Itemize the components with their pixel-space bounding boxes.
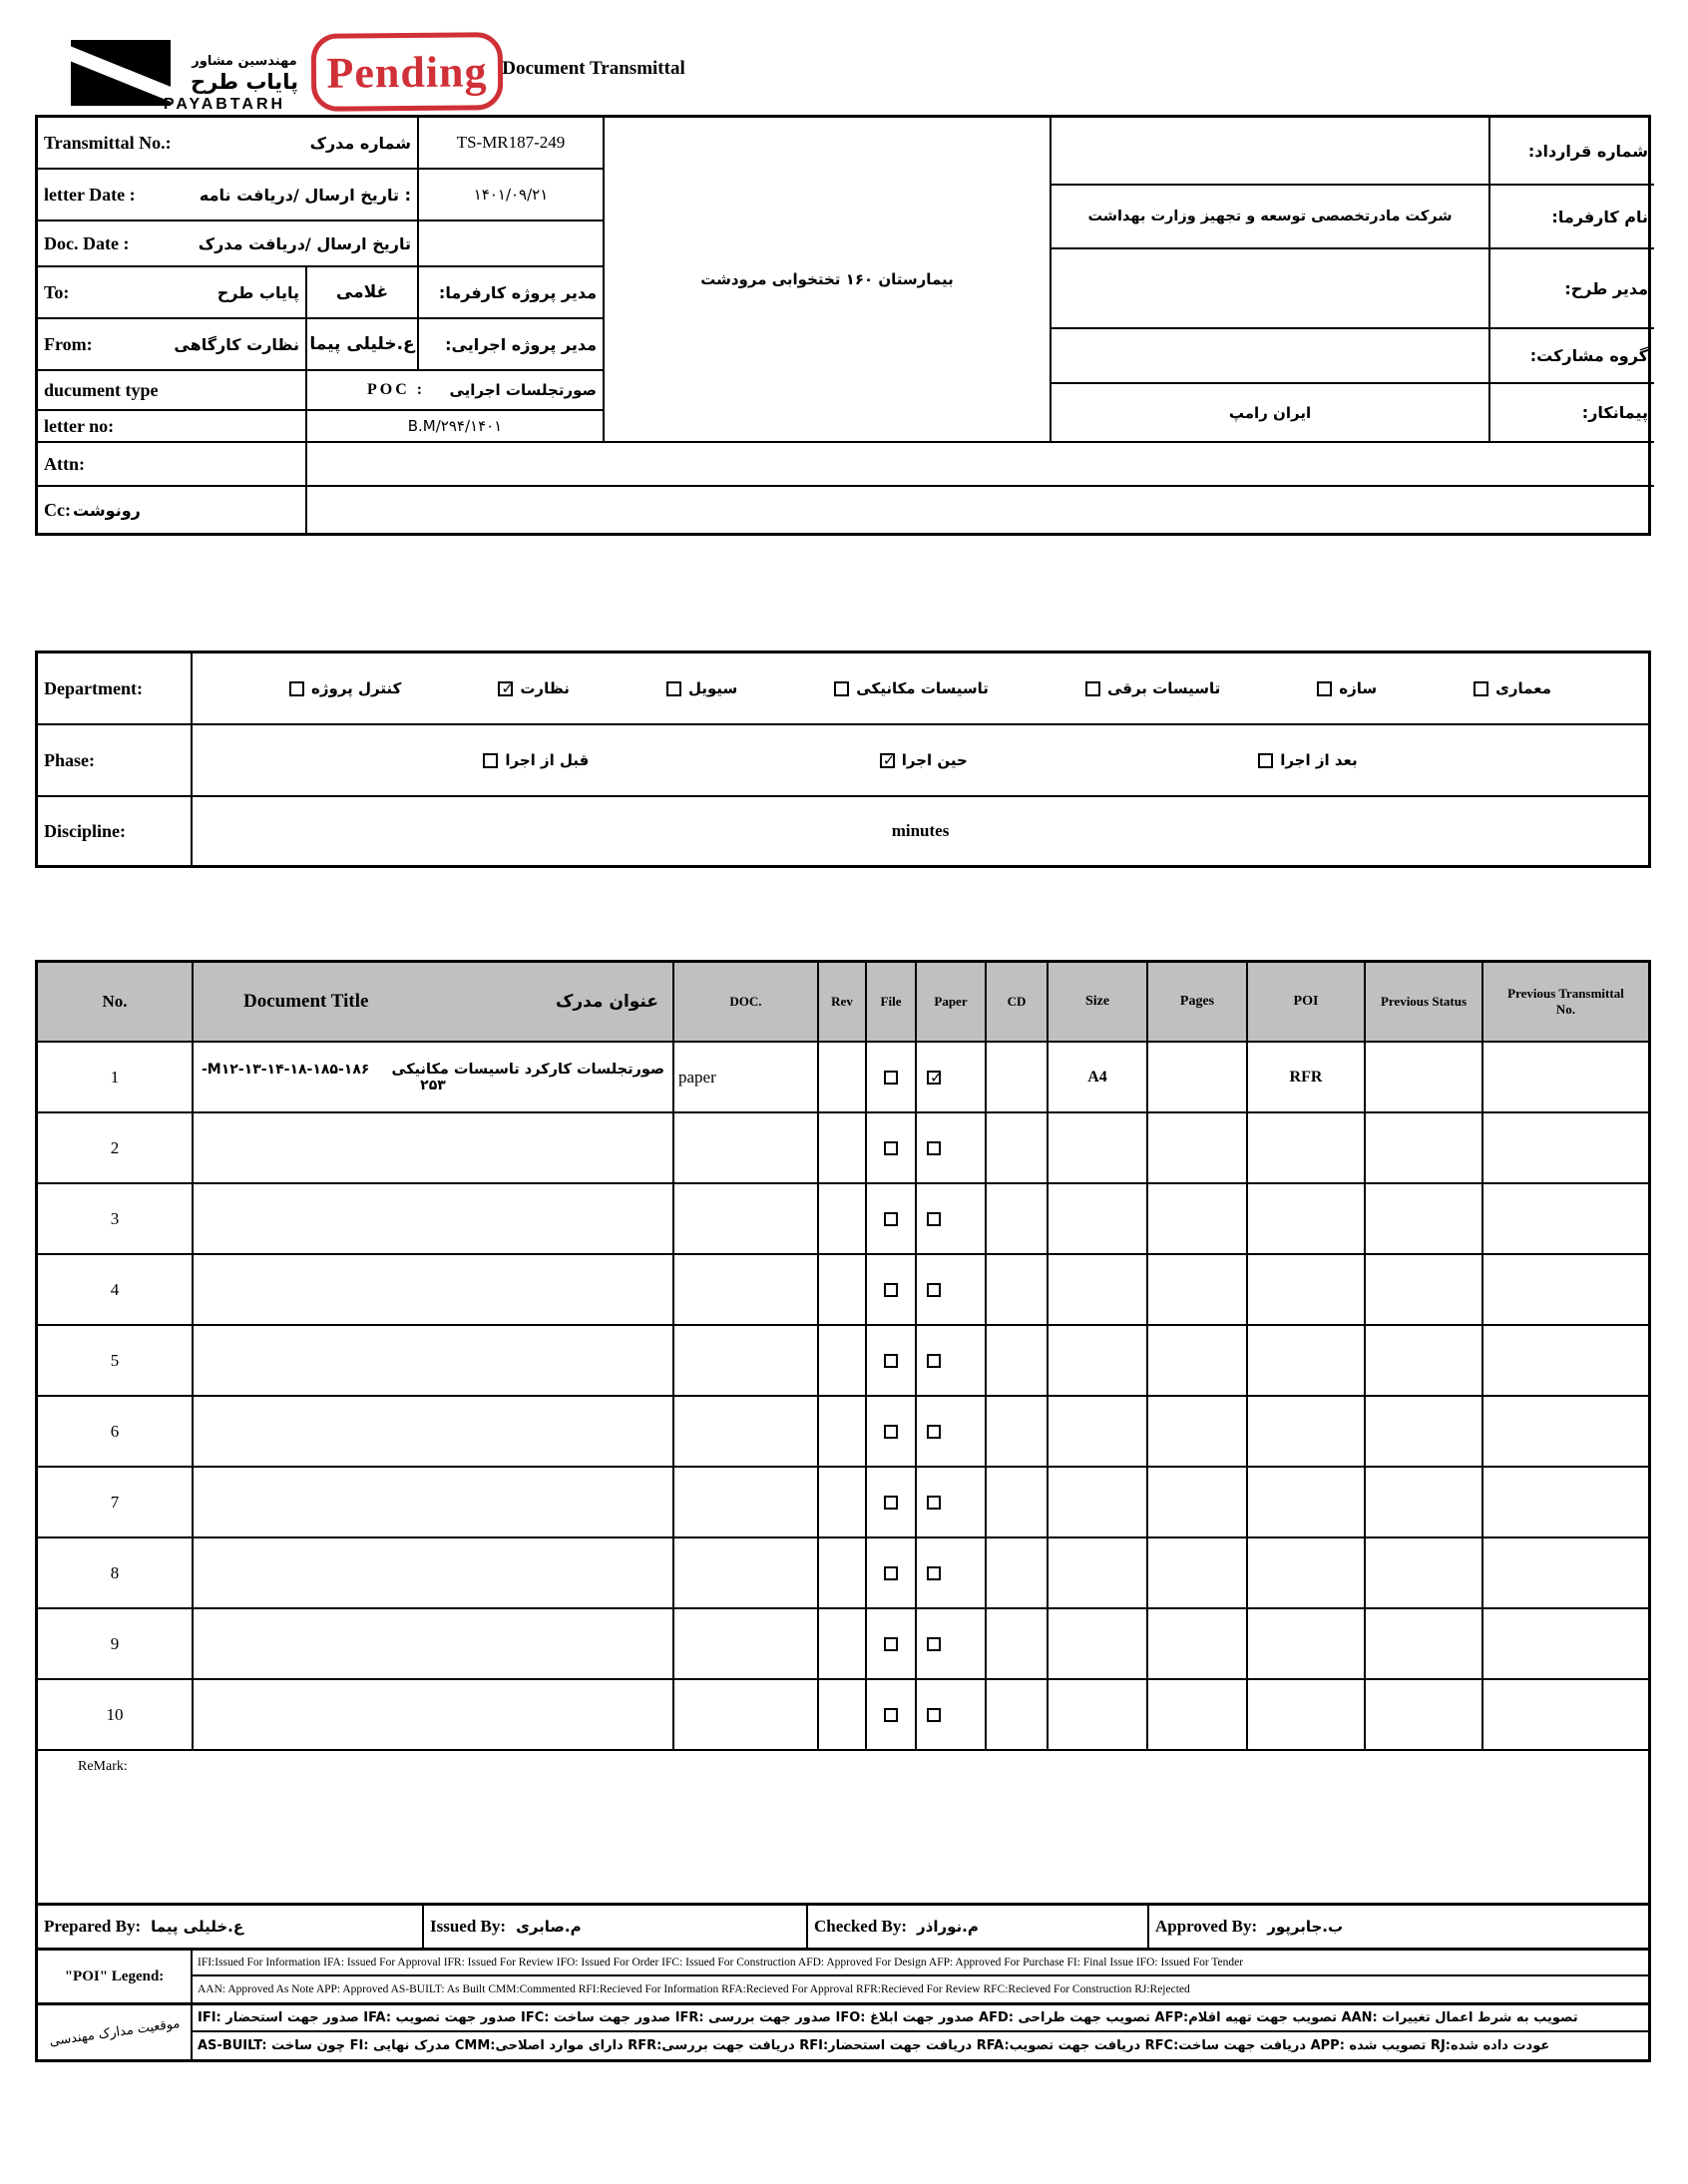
- header-rev: Rev: [819, 963, 867, 1043]
- cell-file: [867, 1326, 917, 1397]
- prepared-by-label: Prepared By:: [44, 1917, 142, 1936]
- file-checkbox[interactable]: [884, 1566, 898, 1580]
- cell-prev-transmittal: [1483, 1468, 1648, 1538]
- cell-no: 2: [38, 1113, 194, 1184]
- approved-by-value: ب.جابرپور: [1267, 1918, 1344, 1936]
- cell-file: [867, 1609, 917, 1680]
- cell-file: [867, 1043, 917, 1113]
- poi-legend-en: [35, 1948, 1651, 2005]
- from-label: From:: [44, 333, 93, 354]
- logo-company-name: PAYABTARH: [163, 96, 286, 113]
- contractor-label: پیمانکار:: [1488, 384, 1654, 443]
- cell-prev-transmittal: [1483, 1043, 1648, 1113]
- cell-size: [1049, 1609, 1148, 1680]
- checkbox-item-control-prozhe: [289, 679, 401, 697]
- approved-by-cell: [1149, 1906, 1648, 1948]
- checkbox-label: بعد از اجرا: [1280, 751, 1358, 769]
- contractor-value: ایران رامپ: [1052, 384, 1488, 443]
- checkbox-item-tasisat-barghi: [1085, 679, 1220, 697]
- letter-no-value: B.M/۲۹۴/۱۴۰۱: [307, 411, 605, 443]
- cc-label-cell: [38, 487, 307, 533]
- doc-date-value: [419, 221, 605, 267]
- checkbox-label: کنترل پروژه: [311, 679, 402, 697]
- cell-prev-transmittal: [1483, 1184, 1648, 1255]
- cell-rev: [819, 1326, 867, 1397]
- cell-title: [194, 1255, 674, 1326]
- paper-checkbox[interactable]: [927, 1708, 941, 1722]
- cell-size: A4: [1049, 1043, 1148, 1113]
- file-checkbox[interactable]: [884, 1283, 898, 1297]
- memari-checkbox[interactable]: [1474, 681, 1488, 696]
- cell-prev-status: [1366, 1680, 1483, 1751]
- doc-date-label-en: Doc. Date :: [44, 232, 130, 253]
- table-row: [38, 1184, 1648, 1255]
- cell-size: [1049, 1538, 1148, 1609]
- cell-title: [194, 1113, 674, 1184]
- table-row: [38, 1043, 1648, 1113]
- cell-file: [867, 1680, 917, 1751]
- cell-doc: [674, 1468, 819, 1538]
- letter-no-label: letter no:: [38, 411, 307, 443]
- cell-poi: [1248, 1255, 1366, 1326]
- checkbox-label: تاسیسات مکانیکی: [856, 679, 989, 697]
- cc-value: [307, 487, 1654, 533]
- cell-title: [194, 1184, 674, 1255]
- from-value: نظارت کارگاهی: [174, 334, 299, 354]
- paper-checkbox[interactable]: [927, 1425, 941, 1439]
- cell-no: 6: [38, 1397, 194, 1468]
- cell-size: [1049, 1326, 1148, 1397]
- cell-prev-status: [1366, 1326, 1483, 1397]
- header-title: [194, 963, 674, 1043]
- cell-cd: [987, 1184, 1049, 1255]
- cell-rev: [819, 1184, 867, 1255]
- cell-poi: [1248, 1113, 1366, 1184]
- letter-date-label-fa: تاریخ ارسال /دریافت نامه :: [199, 185, 411, 205]
- poi-legend-fa-label-text: موقعیت مدارک مهندسی: [48, 2015, 181, 2049]
- from-cell: [38, 319, 307, 371]
- header-paper: Paper: [917, 963, 987, 1043]
- cell-cd: [987, 1255, 1049, 1326]
- paper-checkbox[interactable]: [927, 1637, 941, 1651]
- client-name-label: نام کارفرما:: [1488, 186, 1654, 249]
- hin-ejra-checkbox[interactable]: [880, 753, 895, 768]
- cell-size: [1049, 1680, 1148, 1751]
- cell-poi: [1248, 1184, 1366, 1255]
- cell-size: [1049, 1255, 1148, 1326]
- cell-prev-transmittal: [1483, 1680, 1648, 1751]
- approved-by-label: Approved By:: [1155, 1917, 1258, 1936]
- table-row: [38, 1326, 1648, 1397]
- document-table-header: [38, 963, 1648, 1043]
- cell-rev: [819, 1043, 867, 1113]
- file-checkbox[interactable]: [884, 1354, 898, 1368]
- cell-rev: [819, 1397, 867, 1468]
- document-list-table: [35, 960, 1651, 1906]
- issued-by-value: م.صابری: [516, 1918, 582, 1936]
- checkbox-label: قبل از اجرا: [505, 751, 590, 769]
- cell-title: [194, 1680, 674, 1751]
- doc-type-code: POC :: [367, 381, 426, 398]
- cell-cd: [987, 1609, 1049, 1680]
- issued-by-label: Issued By:: [430, 1917, 507, 1936]
- prepared-by-value: ع.خلیلی پیما: [151, 1918, 244, 1936]
- cell-poi: [1248, 1609, 1366, 1680]
- cell-prev-status: [1366, 1184, 1483, 1255]
- cell-paper: [917, 1043, 987, 1113]
- checkbox-label: حین اجرا: [901, 751, 968, 769]
- cell-poi: [1248, 1397, 1366, 1468]
- checkbox-item-nezarat: [498, 679, 570, 697]
- cell-prev-status: [1366, 1538, 1483, 1609]
- cell-poi: [1248, 1680, 1366, 1751]
- file-checkbox[interactable]: [884, 1496, 898, 1510]
- checkbox-item-saze: [1317, 679, 1377, 697]
- transmittal-right-pane: [1052, 118, 1654, 443]
- cell-prev-transmittal: [1483, 1326, 1648, 1397]
- table-row: [38, 1609, 1648, 1680]
- cell-no: 7: [38, 1468, 194, 1538]
- paper-checkbox[interactable]: [927, 1071, 941, 1085]
- file-checkbox[interactable]: [884, 1141, 898, 1155]
- doc-type-label: ducument type: [38, 371, 307, 411]
- cell-pages: [1148, 1680, 1248, 1751]
- checkbox-item-tasisat-mekaniki: [834, 679, 989, 697]
- letter-date-label-cell: [38, 170, 419, 221]
- poi-legend-fa-line2: AS-BUILT: چون ساخت FI: مدرک نهایی CMM:دارای موارد اصلاحی RFR:دریافت جهت بررسی RFI:دریافت جهت استحضار RFA:دریافت جهت تصویب RFC:دریافت جهت ساخت APP: تصویب شده RJ:عودت داده شده: [198, 2038, 1550, 2053]
- cell-prev-transmittal: [1483, 1397, 1648, 1468]
- pending-stamp: Pending: [311, 32, 504, 112]
- transmittal-no-value: TS-MR187-249: [419, 118, 605, 170]
- page-title: Document Transmittal: [502, 58, 685, 79]
- cell-cd: [987, 1680, 1049, 1751]
- cell-pages: [1148, 1326, 1248, 1397]
- file-checkbox[interactable]: [884, 1637, 898, 1651]
- cell-pages: [1148, 1113, 1248, 1184]
- civil-checkbox[interactable]: [666, 681, 681, 696]
- control-prozhe-checkbox[interactable]: [289, 681, 304, 696]
- cell-pages: [1148, 1184, 1248, 1255]
- cell-cd: [987, 1468, 1049, 1538]
- paper-checkbox[interactable]: [927, 1283, 941, 1297]
- cell-prev-status: [1366, 1043, 1483, 1113]
- header-size: Size: [1049, 963, 1148, 1043]
- transmittal-left-pane: [38, 118, 605, 443]
- cell-poi: [1248, 1538, 1366, 1609]
- ghabl-az-ejra-checkbox[interactable]: [483, 753, 498, 768]
- cell-no: 4: [38, 1255, 194, 1326]
- letter-date-label-en: letter Date :: [44, 184, 136, 205]
- to-person: غلامی: [307, 267, 419, 319]
- logo-fa-big: پایاب طرح: [191, 70, 298, 94]
- poi-legend-fa: [35, 2002, 1651, 2062]
- checkbox-item-civil: [666, 679, 737, 697]
- transmittal-no-label-en: Transmittal No.:: [44, 132, 172, 153]
- poi-legend-fa-label: [38, 2005, 193, 2059]
- cell-file: [867, 1397, 917, 1468]
- cell-poi: [1248, 1326, 1366, 1397]
- transmittal-no-label-cell: [38, 118, 419, 170]
- transmittal-no-label-fa: شماره مدرک: [309, 133, 411, 153]
- cell-title: [194, 1397, 674, 1468]
- checkbox-item-ghabl-az-ejra: [483, 751, 589, 769]
- cell-pages: [1148, 1397, 1248, 1468]
- tasisat-barghi-checkbox[interactable]: [1085, 681, 1100, 696]
- cell-rev: [819, 1680, 867, 1751]
- client-name-value: شرکت مادرتخصصی توسعه و تجهیز وزارت بهداشت: [1052, 186, 1488, 249]
- header-prev-status: Previous Status: [1366, 963, 1483, 1043]
- cell-file: [867, 1255, 917, 1326]
- file-checkbox[interactable]: [884, 1425, 898, 1439]
- checkbox-item-bad-az-ejra: [1258, 751, 1357, 769]
- cell-doc: paper: [674, 1043, 819, 1113]
- paper-checkbox[interactable]: [927, 1496, 941, 1510]
- cell-doc: [674, 1184, 819, 1255]
- header-file: File: [867, 963, 917, 1043]
- issued-by-cell: [424, 1906, 808, 1948]
- header-poi: POI: [1248, 963, 1366, 1043]
- cell-prev-transmittal: [1483, 1538, 1648, 1609]
- cell-size: [1049, 1468, 1148, 1538]
- department-label: Department:: [38, 654, 193, 725]
- cell-doc: [674, 1397, 819, 1468]
- header-prev-transmittal: Previous Transmittal No.: [1483, 963, 1648, 1043]
- checkbox-label: سازه: [1339, 679, 1378, 697]
- cell-cd: [987, 1043, 1049, 1113]
- cell-paper: [917, 1609, 987, 1680]
- cell-no: 1: [38, 1043, 194, 1113]
- cell-paper: [917, 1326, 987, 1397]
- cell-paper: [917, 1538, 987, 1609]
- cell-rev: [819, 1113, 867, 1184]
- cell-title: [194, 1326, 674, 1397]
- table-row: [38, 1538, 1648, 1609]
- header-title-en: Document Title: [243, 991, 369, 1012]
- department-checkboxes: [193, 654, 1648, 725]
- cell-cd: [987, 1397, 1049, 1468]
- cell-paper: [917, 1113, 987, 1184]
- poi-legend-en-line1: IFI:Issued For Information IFA: Issued For Approval IFR: Issued For Review IFO: Issued For Order IFC: Issued For Construction AFD: Approved For Design AFP: Approved For Purchase FI: Final Issue IFO: Issued For Tender: [193, 1951, 1648, 1976]
- partnership-label: گروه مشارکت:: [1488, 329, 1654, 384]
- doc-date-label-fa: تاریخ ارسال /دریافت مدرک: [198, 233, 411, 253]
- cell-rev: [819, 1468, 867, 1538]
- cell-prev-status: [1366, 1468, 1483, 1538]
- cell-rev: [819, 1609, 867, 1680]
- cell-size: [1049, 1397, 1148, 1468]
- header-pages: Pages: [1148, 963, 1248, 1043]
- attn-value: [307, 443, 1654, 487]
- cell-pages: [1148, 1255, 1248, 1326]
- cell-doc: [674, 1538, 819, 1609]
- to-label: To:: [44, 281, 70, 302]
- phase-checkboxes: [193, 725, 1648, 797]
- cell-no: 10: [38, 1680, 194, 1751]
- checkbox-label: معماری: [1495, 679, 1551, 697]
- prepared-by-cell: [38, 1906, 424, 1948]
- cell-doc: [674, 1680, 819, 1751]
- poi-legend-fa-line1: IFI: صدور جهت استحضار IFA: صدور جهت تصویب IFC: صدور جهت ساخت IFR: صدور جهت بررسی IFO: صدور جهت ابلاغ AFD: تصویب جهت طراحی AFP:تصویب جهت تهیه اقلام AAN: تصویب به شرط اعمال تغییرات: [193, 2005, 1648, 2032]
- cell-paper: [917, 1255, 987, 1326]
- cell-title: [194, 1468, 674, 1538]
- cell-cd: [987, 1113, 1049, 1184]
- design-manager-value: [1052, 249, 1488, 329]
- cell-no: 5: [38, 1326, 194, 1397]
- attn-label: Attn:: [38, 443, 307, 487]
- cell-file: [867, 1113, 917, 1184]
- header-doc: DOC.: [674, 963, 819, 1043]
- paper-checkbox[interactable]: [927, 1566, 941, 1580]
- signature-row: [35, 1903, 1651, 1951]
- saze-checkbox[interactable]: [1317, 681, 1332, 696]
- table-row: [38, 1468, 1648, 1538]
- cell-title-code: -M۱۲-۱۳-۱۴-۱۸-۱۸۵-۱۸۶: [202, 1061, 370, 1078]
- file-checkbox[interactable]: [884, 1212, 898, 1226]
- remark-label: ReMark:: [78, 1759, 128, 1774]
- cell-size: [1049, 1184, 1148, 1255]
- cell-paper: [917, 1397, 987, 1468]
- cell-prev-transmittal: [1483, 1609, 1648, 1680]
- cell-prev-transmittal: [1483, 1113, 1648, 1184]
- classification-table: [35, 651, 1651, 868]
- remark-cell: [38, 1751, 1648, 1903]
- checkbox-item-memari: [1474, 679, 1551, 697]
- cell-doc: [674, 1326, 819, 1397]
- table-row: [38, 1113, 1648, 1184]
- cell-title: [194, 1043, 674, 1113]
- checkbox-label: نظارت: [520, 679, 570, 697]
- cc-label-en: Cc:: [44, 499, 71, 520]
- poi-legend-label: "POI" Legend:: [38, 1951, 193, 2002]
- checkbox-item-hin-ejra: [880, 751, 968, 769]
- checked-by-cell: [808, 1906, 1149, 1948]
- table-row: [38, 1680, 1648, 1751]
- cell-pages: [1148, 1609, 1248, 1680]
- cell-paper: [917, 1680, 987, 1751]
- cell-file: [867, 1184, 917, 1255]
- cell-paper: [917, 1468, 987, 1538]
- header-title-fa: عنوان مدرک: [555, 992, 658, 1012]
- cell-prev-status: [1366, 1113, 1483, 1184]
- cell-paper: [917, 1184, 987, 1255]
- client-pm-label: مدیر پروژه کارفرما:: [419, 267, 605, 319]
- to-value: پایاب طرح: [216, 282, 299, 302]
- letter-date-value: ۱۴۰۱/۰۹/۲۱: [419, 170, 605, 221]
- checkbox-label: سیویل: [687, 679, 738, 697]
- cell-doc: [674, 1255, 819, 1326]
- cell-title: [194, 1538, 674, 1609]
- design-manager-label: مدیر طرح:: [1488, 249, 1654, 329]
- table-row: [38, 1397, 1648, 1468]
- cell-poi: [1248, 1468, 1366, 1538]
- project-name-cell: بیمارستان ۱۶۰ تختخوابی مرودشت: [605, 118, 1052, 443]
- bad-az-ejra-checkbox[interactable]: [1258, 753, 1273, 768]
- cell-prev-status: [1366, 1397, 1483, 1468]
- cell-prev-transmittal: [1483, 1255, 1648, 1326]
- checked-by-value: م.نوراذر: [917, 1918, 979, 1936]
- nezarat-checkbox[interactable]: [498, 681, 513, 696]
- cell-rev: [819, 1255, 867, 1326]
- tasisat-mekaniki-checkbox[interactable]: [834, 681, 849, 696]
- from-person: ع.خلیلی پیما: [307, 319, 419, 371]
- doc-date-label-cell: [38, 221, 419, 267]
- cell-poi: RFR: [1248, 1043, 1366, 1113]
- doc-type-cell: [307, 371, 605, 411]
- header-cd: CD: [987, 963, 1049, 1043]
- paper-checkbox[interactable]: [927, 1141, 941, 1155]
- header-no: No.: [38, 963, 194, 1043]
- cell-prev-status: [1366, 1255, 1483, 1326]
- cell-pages: [1148, 1538, 1248, 1609]
- cell-pages: [1148, 1043, 1248, 1113]
- cell-title-line2: ۲۵۳: [420, 1077, 446, 1093]
- cell-no: 8: [38, 1538, 194, 1609]
- cell-pages: [1148, 1468, 1248, 1538]
- cell-size: [1049, 1113, 1148, 1184]
- paper-checkbox[interactable]: [927, 1354, 941, 1368]
- doc-type-fa: صورتجلسات اجرایی: [449, 381, 597, 399]
- file-checkbox[interactable]: [884, 1071, 898, 1085]
- paper-checkbox[interactable]: [927, 1212, 941, 1226]
- partnership-value: [1052, 329, 1488, 384]
- cell-doc: [674, 1113, 819, 1184]
- cc-label-fa: رونوشت: [72, 500, 141, 520]
- cell-cd: [987, 1326, 1049, 1397]
- cell-file: [867, 1538, 917, 1609]
- checkbox-label: تاسیسات برقی: [1106, 679, 1221, 697]
- cell-rev: [819, 1538, 867, 1609]
- logo-fa-small: مهندسین مشاور: [192, 54, 297, 69]
- file-checkbox[interactable]: [884, 1708, 898, 1722]
- cell-doc: [674, 1609, 819, 1680]
- cell-cd: [987, 1538, 1049, 1609]
- contract-no-label: شماره قرارداد:: [1488, 118, 1654, 186]
- poi-legend-en-line2: AAN: Approved As Note APP: Approved AS-BUILT: As Built CMM:Commented RFI:Recieved For Information RFA:Recieved For Approval RFR:Recieved For Review RFC:Recieved For Construction RJ:Rejected: [198, 1983, 1190, 1995]
- transmittal-info-table: [35, 115, 1651, 536]
- contract-no-value: [1052, 118, 1488, 186]
- phase-label: Phase:: [38, 725, 193, 797]
- table-row: [38, 1255, 1648, 1326]
- cell-no: 3: [38, 1184, 194, 1255]
- cell-no: 9: [38, 1609, 194, 1680]
- doc-rows: [38, 1043, 1648, 1751]
- cell-title: [194, 1609, 674, 1680]
- to-cell: [38, 267, 307, 319]
- exec-pm-label: مدیر پروژه اجرایی:: [419, 319, 605, 371]
- cell-file: [867, 1468, 917, 1538]
- cell-title-fa: صورتجلسات کارکرد تاسیسات مکانیکی: [391, 1061, 664, 1078]
- discipline-label: Discipline:: [38, 797, 193, 865]
- cell-title-line1: [194, 1062, 672, 1078]
- discipline-value: minutes: [891, 821, 950, 840]
- checked-by-label: Checked By:: [814, 1917, 908, 1936]
- cell-prev-status: [1366, 1609, 1483, 1680]
